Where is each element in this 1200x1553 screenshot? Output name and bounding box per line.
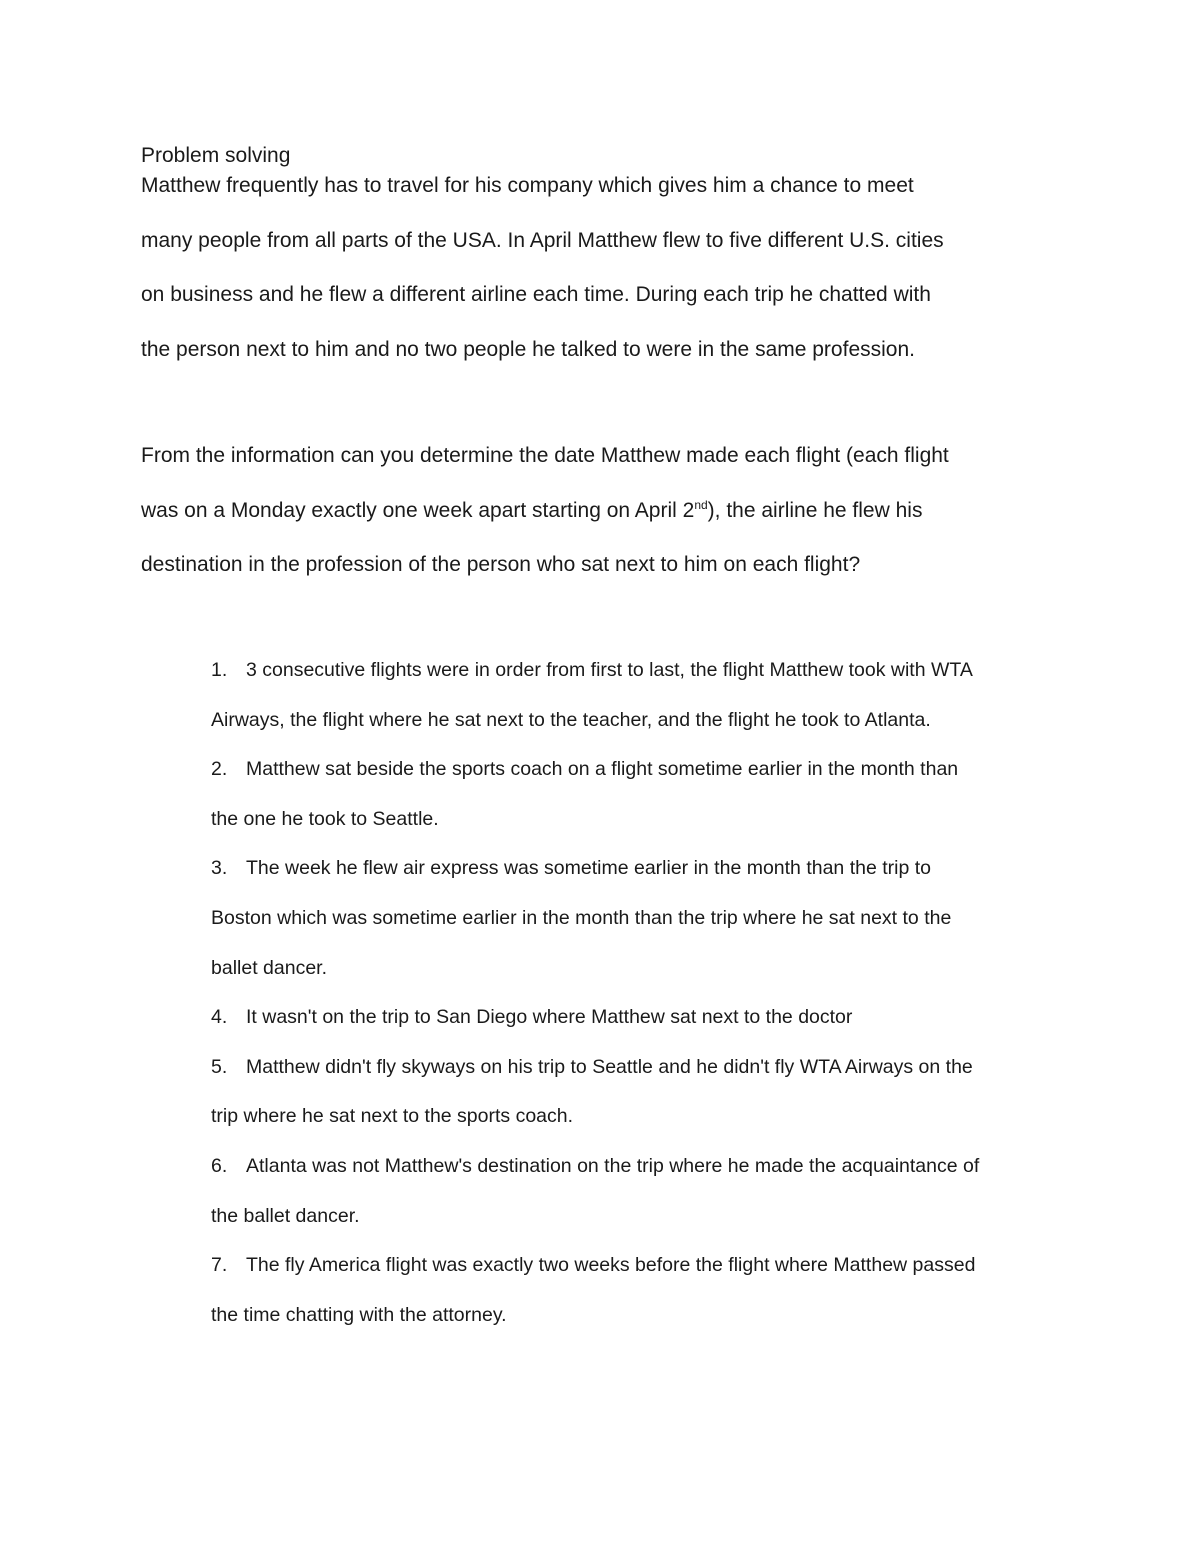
clue-number: 3. bbox=[211, 857, 228, 880]
intro-line: many people from all parts of the USA. In April Matthew flew to five different U.S. cities bbox=[141, 228, 944, 252]
clue-line: ballet dancer. bbox=[211, 956, 328, 979]
clue-text: Matthew sat beside the sports coach on a flight sometime earlier in the month than bbox=[246, 758, 959, 781]
question-line: From the information can you determine the date Matthew made each flight (each flight bbox=[141, 444, 949, 467]
clue-line bbox=[211, 745, 1091, 795]
clue-number: 1. bbox=[211, 659, 228, 681]
clue-line bbox=[211, 844, 1091, 894]
document-title: Problem solving bbox=[141, 144, 291, 167]
clue-number: 2. bbox=[211, 758, 228, 781]
clue-list bbox=[211, 646, 1091, 1340]
clue-line: the ballet dancer. bbox=[211, 1204, 360, 1227]
clue-line: the one he took to Seattle. bbox=[211, 807, 439, 830]
clue-text: The week he flew air express was sometime earlier in the month than the trip to bbox=[246, 857, 931, 880]
intro-line: the person next to him and no two people he talked to were in the same profession. bbox=[141, 337, 915, 361]
clue-item bbox=[211, 745, 1091, 844]
question-text: ), the airline he flew his bbox=[707, 498, 923, 522]
intro-line: Matthew frequently has to travel for his company which gives him a chance to meet bbox=[141, 174, 914, 197]
clue-item bbox=[211, 646, 1091, 745]
clue-item bbox=[211, 1043, 1091, 1142]
question-paragraph bbox=[141, 429, 1081, 593]
clue-text: It wasn't on the trip to San Diego where Matthew sat next to the doctor bbox=[246, 1006, 853, 1029]
intro-line: on business and he flew a different airline each time. During each trip he chatted with bbox=[141, 283, 931, 306]
question-text: was on a Monday exactly one week apart starting on April 2 bbox=[141, 498, 695, 522]
intro-paragraph bbox=[141, 159, 1081, 377]
clue-text: 3 consecutive flights were in order from first to last, the flight Matthew took with WTA bbox=[246, 659, 973, 681]
clue-item bbox=[211, 1142, 1091, 1241]
clue-line bbox=[211, 1241, 1091, 1291]
clue-text: The fly America flight was exactly two weeks before the flight where Matthew passed bbox=[246, 1254, 976, 1277]
clue-item bbox=[211, 1241, 1091, 1340]
clue-item bbox=[211, 844, 1091, 993]
clue-number: 7. bbox=[211, 1254, 228, 1277]
question-line: destination in the profession of the person who sat next to him on each flight? bbox=[141, 553, 861, 576]
clue-line: Boston which was sometime earlier in the month than the trip where he sat next to the bbox=[211, 906, 952, 929]
ordinal-suffix: nd bbox=[694, 497, 708, 512]
clue-line: the time chatting with the attorney. bbox=[211, 1303, 507, 1326]
clue-text: Matthew didn't fly skyways on his trip to Seattle and he didn't fly WTA Airways on the bbox=[246, 1055, 973, 1078]
clue-line: Airways, the flight where he sat next to the teacher, and the flight he took to Atlanta. bbox=[211, 708, 931, 731]
clue-item bbox=[211, 993, 1091, 1043]
clue-number: 4. bbox=[211, 1006, 228, 1029]
clue-number: 5. bbox=[211, 1055, 228, 1078]
clue-line bbox=[211, 646, 1091, 696]
clue-line bbox=[211, 1142, 1091, 1192]
clue-text: Atlanta was not Matthew's destination on the trip where he made the acquaintance of bbox=[246, 1154, 980, 1177]
clue-line: trip where he sat next to the sports coach. bbox=[211, 1105, 574, 1128]
question-line bbox=[141, 484, 1081, 539]
clue-number: 6. bbox=[211, 1154, 228, 1177]
clue-line bbox=[211, 993, 1091, 1043]
clue-line bbox=[211, 1043, 1091, 1093]
